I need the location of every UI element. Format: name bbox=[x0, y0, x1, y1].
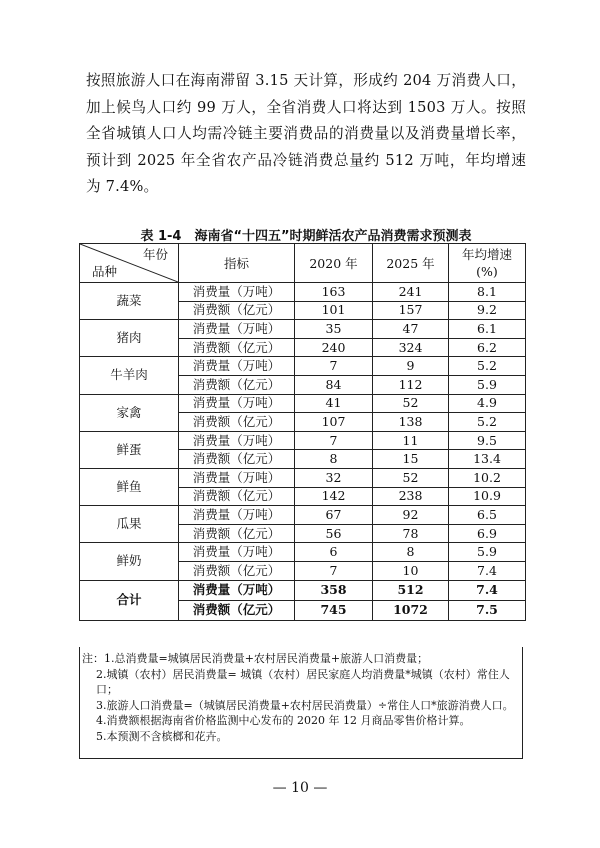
header-year-label: 年份 bbox=[142, 247, 168, 262]
indicator-cell: 消费额（亿元） bbox=[179, 524, 295, 543]
table-notes bbox=[79, 647, 523, 759]
value-2025-cell: 52 bbox=[373, 468, 449, 487]
value-2025-cell: 8 bbox=[373, 543, 449, 562]
table-body bbox=[80, 283, 526, 621]
value-2020-cell: 84 bbox=[295, 375, 373, 394]
growth-rate-cell: 10.2 bbox=[449, 468, 526, 487]
value-2020-cell: 142 bbox=[295, 487, 373, 506]
growth-rate-cell: 9.5 bbox=[449, 431, 526, 450]
value-2025-cell: 157 bbox=[373, 301, 449, 320]
note-4: 4.消费额根据海南省价格监测中心发布的 2020 年 12 月商品零售价格计算。 bbox=[96, 714, 471, 727]
growth-rate-cell: 6.5 bbox=[449, 506, 526, 525]
variety-name: 鲜蛋 bbox=[80, 431, 179, 468]
table-caption: 表 1-4 海南省“十四五”时期鲜活农产品消费需求预测表 bbox=[140, 229, 472, 244]
body-paragraph: 按照旅游人口在海南滞留 3.15 天计算，形成约 204 万消费人口，加上候鸟人口约 99 万人，全省消费人口将达到 1503 万人。按照全省城镇人口人均需冷链主要消费品的消费量以及消费量增长率，预计到 2025 年全省农产品冷链消费总量约 512 万吨，年均增速为 7.4%。 bbox=[86, 72, 526, 195]
table-row bbox=[80, 506, 526, 525]
growth-rate-cell: 7.4 bbox=[449, 580, 526, 600]
value-2020-cell: 107 bbox=[295, 413, 373, 432]
table-row bbox=[80, 283, 526, 302]
growth-rate-cell: 6.1 bbox=[449, 320, 526, 339]
value-2025-cell: 238 bbox=[373, 487, 449, 506]
indicator-cell: 消费额（亿元） bbox=[179, 338, 295, 357]
header-growth-line1: 年均增速 bbox=[461, 247, 512, 262]
growth-rate-cell: 7.5 bbox=[449, 600, 526, 620]
variety-name: 猪肉 bbox=[80, 320, 179, 357]
growth-rate-cell: 4.9 bbox=[449, 394, 526, 413]
variety-name: 瓜果 bbox=[80, 506, 179, 543]
indicator-cell: 消费额（亿元） bbox=[179, 375, 295, 394]
table-row bbox=[80, 543, 526, 562]
header-indicator: 指标 bbox=[179, 244, 295, 283]
variety-name: 牛羊肉 bbox=[80, 357, 179, 394]
indicator-cell: 消费量（万吨） bbox=[179, 580, 295, 600]
header-growth bbox=[449, 244, 526, 283]
value-2020-cell: 56 bbox=[295, 524, 373, 543]
value-2025-cell: 78 bbox=[373, 524, 449, 543]
growth-rate-cell: 5.2 bbox=[449, 413, 526, 432]
page-number: — 10 — bbox=[272, 780, 328, 796]
table-row bbox=[80, 468, 526, 487]
value-2025-cell: 112 bbox=[373, 375, 449, 394]
growth-rate-cell: 5.2 bbox=[449, 357, 526, 376]
growth-rate-cell: 5.9 bbox=[449, 543, 526, 562]
header-variety-label: 品种 bbox=[92, 264, 118, 279]
variety-name: 蔬菜 bbox=[80, 283, 179, 320]
variety-name: 家禽 bbox=[80, 394, 179, 431]
variety-name: 鲜鱼 bbox=[80, 468, 179, 505]
note-1: 注：1.总消费量=城镇居民消费量+农村居民消费量+旅游人口消费量； bbox=[82, 652, 429, 665]
indicator-cell: 消费量（万吨） bbox=[179, 506, 295, 525]
value-2020-cell: 240 bbox=[295, 338, 373, 357]
value-2025-cell: 512 bbox=[373, 580, 449, 600]
value-2020-cell: 101 bbox=[295, 301, 373, 320]
total-label: 合计 bbox=[80, 580, 179, 620]
value-2020-cell: 6 bbox=[295, 543, 373, 562]
value-2020-cell: 163 bbox=[295, 283, 373, 302]
value-2020-cell: 35 bbox=[295, 320, 373, 339]
table-row bbox=[80, 431, 526, 450]
header-growth-line2: (%) bbox=[476, 264, 498, 279]
table-header-row bbox=[80, 244, 526, 283]
value-2025-cell: 324 bbox=[373, 338, 449, 357]
value-2025-cell: 47 bbox=[373, 320, 449, 339]
value-2020-cell: 32 bbox=[295, 468, 373, 487]
value-2020-cell: 358 bbox=[295, 580, 373, 600]
note-5: 5.本预测不含槟榔和花卉。 bbox=[96, 729, 228, 743]
growth-rate-cell: 6.2 bbox=[449, 338, 526, 357]
growth-rate-cell: 13.4 bbox=[449, 450, 526, 469]
value-2020-cell: 7 bbox=[295, 561, 373, 580]
indicator-cell: 消费量（万吨） bbox=[179, 543, 295, 562]
indicator-cell: 消费额（亿元） bbox=[179, 561, 295, 580]
header-2020: 2020 年 bbox=[295, 244, 373, 283]
growth-rate-cell: 5.9 bbox=[449, 375, 526, 394]
value-2025-cell: 52 bbox=[373, 394, 449, 413]
indicator-cell: 消费额（亿元） bbox=[179, 301, 295, 320]
indicator-cell: 消费量（万吨） bbox=[179, 431, 295, 450]
header-2025: 2025 年 bbox=[373, 244, 449, 283]
value-2025-cell: 15 bbox=[373, 450, 449, 469]
indicator-cell: 消费额（亿元） bbox=[179, 487, 295, 506]
indicator-cell: 消费量（万吨） bbox=[179, 320, 295, 339]
indicator-cell: 消费量（万吨） bbox=[179, 394, 295, 413]
indicator-cell: 消费量（万吨） bbox=[179, 357, 295, 376]
table-row bbox=[80, 320, 526, 339]
table-row bbox=[80, 394, 526, 413]
note-3: 3.旅游人口消费量=（城镇居民消费量+农村居民消费量）÷常住人口*旅游消费人口。 bbox=[96, 698, 514, 712]
consumption-forecast-table bbox=[79, 243, 526, 621]
value-2020-cell: 7 bbox=[295, 357, 373, 376]
value-2025-cell: 92 bbox=[373, 506, 449, 525]
value-2020-cell: 8 bbox=[295, 450, 373, 469]
indicator-cell: 消费量（万吨） bbox=[179, 283, 295, 302]
indicator-cell: 消费额（亿元） bbox=[179, 600, 295, 620]
total-row bbox=[80, 580, 526, 600]
growth-rate-cell: 7.4 bbox=[449, 561, 526, 580]
value-2025-cell: 10 bbox=[373, 561, 449, 580]
growth-rate-cell: 10.9 bbox=[449, 487, 526, 506]
value-2020-cell: 7 bbox=[295, 431, 373, 450]
variety-name: 鲜奶 bbox=[80, 543, 179, 580]
value-2025-cell: 1072 bbox=[373, 600, 449, 620]
value-2025-cell: 11 bbox=[373, 431, 449, 450]
note-2: 2.城镇（农村）居民消费量= 城镇（农村）居民家庭人均消费量*城镇（农村）常住人口； bbox=[96, 667, 510, 696]
value-2025-cell: 138 bbox=[373, 413, 449, 432]
value-2020-cell: 67 bbox=[295, 506, 373, 525]
indicator-cell: 消费额（亿元） bbox=[179, 450, 295, 469]
indicator-cell: 消费额（亿元） bbox=[179, 413, 295, 432]
growth-rate-cell: 9.2 bbox=[449, 301, 526, 320]
header-corner-cell bbox=[80, 244, 179, 283]
indicator-cell: 消费量（万吨） bbox=[179, 468, 295, 487]
value-2025-cell: 241 bbox=[373, 283, 449, 302]
growth-rate-cell: 6.9 bbox=[449, 524, 526, 543]
growth-rate-cell: 8.1 bbox=[449, 283, 526, 302]
value-2020-cell: 41 bbox=[295, 394, 373, 413]
value-2025-cell: 9 bbox=[373, 357, 449, 376]
value-2020-cell: 745 bbox=[295, 600, 373, 620]
table-row bbox=[80, 357, 526, 376]
